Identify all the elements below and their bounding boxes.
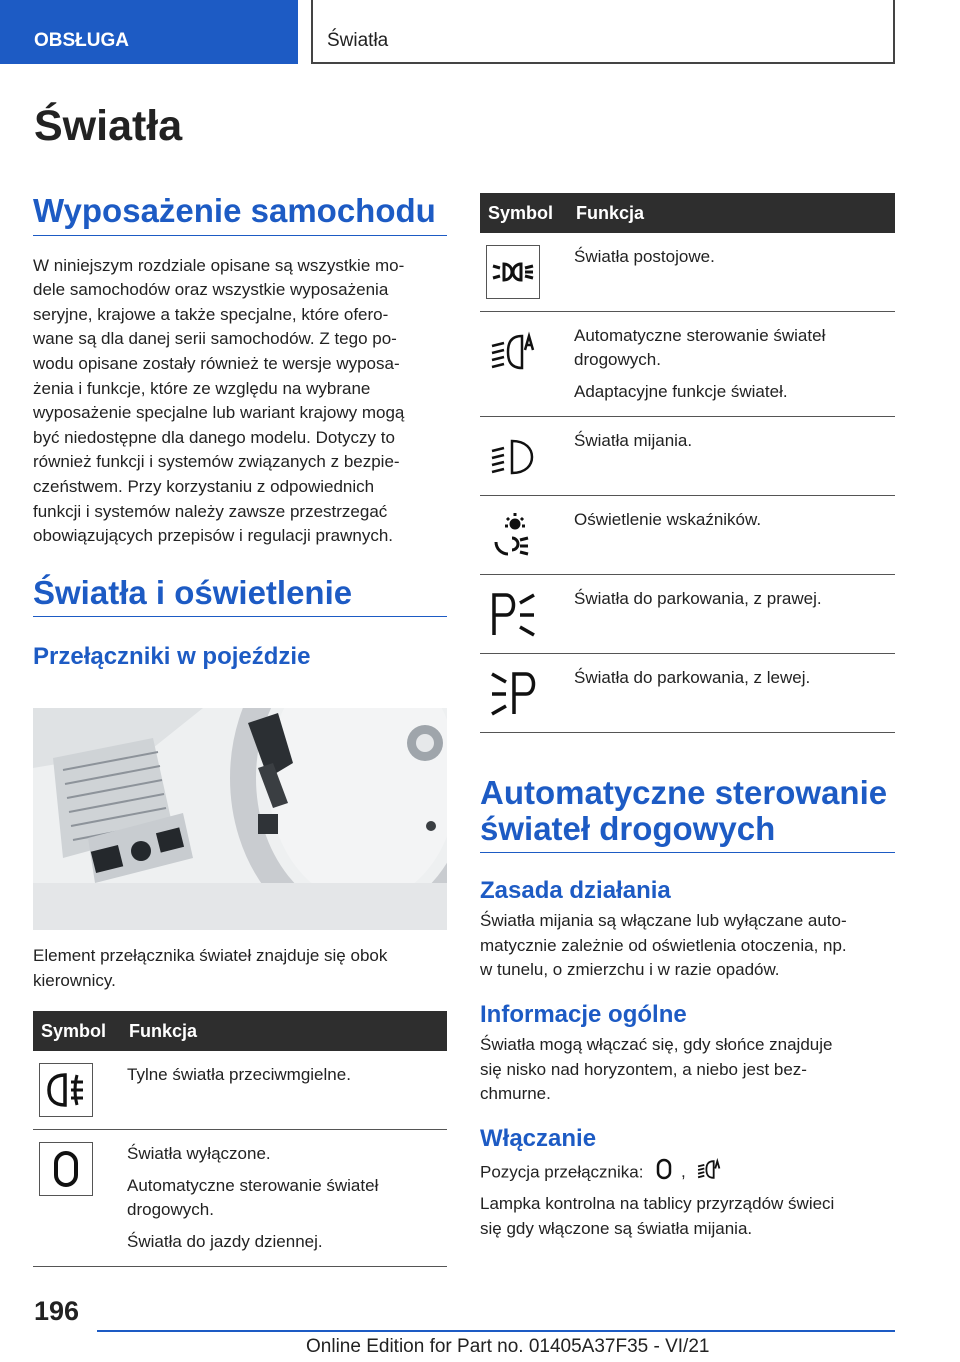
switch-position-line bbox=[480, 1157, 895, 1189]
table-row bbox=[480, 233, 895, 312]
function-text: Światła postojowe. bbox=[574, 247, 715, 266]
low-beam-icon bbox=[486, 429, 540, 483]
chapter-header: Światła bbox=[311, 0, 895, 64]
text-line: Światła mogą włączać się, gdy słońce znajduje bbox=[480, 1035, 833, 1055]
function-text: Tylne światła przeciwmgielne. bbox=[127, 1065, 351, 1084]
function-text: Automatyczne sterowanie świateł drogowych. bbox=[574, 326, 826, 369]
switch-panel-photo bbox=[33, 708, 447, 930]
switch-caption bbox=[33, 944, 447, 993]
section-tab: OBSŁUGA bbox=[0, 0, 298, 64]
function-text: Światła do parkowania, z prawej. bbox=[574, 589, 822, 608]
heading-auto-lights: Automatyczne sterowanie świateł drogowych bbox=[480, 775, 895, 853]
page-title: Światła bbox=[34, 102, 183, 150]
text-line: się nisko nad horyzontem, a niebo jest bez- bbox=[480, 1059, 807, 1079]
function-text: Oświetlenie wskaźników. bbox=[574, 510, 762, 529]
col-function: Funkcja bbox=[121, 1011, 447, 1051]
text-line: funkcji i systemów należy zawsze przestrzegać bbox=[33, 501, 388, 521]
right-symbol-table bbox=[480, 193, 895, 1242]
function-text: Światła wyłączone. bbox=[127, 1144, 271, 1163]
text-line: się gdy włączone są światła mijania. bbox=[480, 1219, 753, 1238]
heading-switches: Przełączniki w pojeździe bbox=[33, 643, 311, 671]
auto-position-icon bbox=[696, 1157, 722, 1189]
table-row bbox=[480, 496, 895, 575]
text-line: Lampka kontrolna na tablicy przyrządów świeci bbox=[480, 1194, 835, 1214]
text-line: dele samochodów oraz wszystkie wyposażenia bbox=[33, 280, 389, 300]
edition-footer: Online Edition for Part no. 01405A37F35 - VI/21 bbox=[306, 1336, 710, 1357]
table-row bbox=[480, 417, 895, 496]
text-line: wane są dla danej serii samochodów. Z tego po- bbox=[33, 329, 397, 349]
rear-fog-light-icon bbox=[39, 1063, 93, 1117]
col-function: Funkcja bbox=[568, 193, 895, 233]
text-line: Element przełącznika świateł znajduje się obok bbox=[33, 946, 388, 965]
text-line: również funkcji i systemów związanych z bezpie- bbox=[33, 452, 400, 472]
table-row bbox=[33, 1130, 447, 1267]
page-number: 196 bbox=[34, 1296, 80, 1326]
heading-general: Informacje ogólne bbox=[480, 1001, 687, 1029]
heading-switching: Włączanie bbox=[480, 1124, 597, 1152]
function-text: Adaptacyjne funkcje świateł. bbox=[574, 382, 788, 401]
lights-off-zero-icon bbox=[39, 1142, 93, 1196]
equipment-text bbox=[33, 254, 447, 549]
function-text: Światła mijania. bbox=[574, 431, 693, 450]
text-line: chmurne. bbox=[480, 1084, 551, 1104]
text-line: być niedostępne dla danego modelu. Dotyczy to bbox=[33, 427, 395, 447]
table-row bbox=[480, 575, 895, 654]
heading-equipment: Wyposażenie samochodu bbox=[33, 193, 447, 236]
function-text: Automatyczne sterowanie świateł drogowych. bbox=[127, 1176, 379, 1219]
text-line: żenia i funkcje, które ze względu na wybrane bbox=[33, 378, 371, 398]
principle-text bbox=[480, 909, 895, 983]
table-row bbox=[33, 1051, 447, 1130]
table-row bbox=[480, 654, 895, 733]
auto-headlight-icon bbox=[486, 324, 540, 378]
text-line: czeństwem. Przy korzystaniu z odpowiednich bbox=[33, 476, 375, 496]
text-line: obowiązujących przepisów i regulacji prawnych. bbox=[33, 526, 394, 546]
heading-principle: Zasada działania bbox=[480, 877, 671, 905]
function-text: Światła do jazdy dziennej. bbox=[127, 1232, 323, 1251]
footer-divider bbox=[97, 1330, 895, 1332]
text-line: Światła mijania są włączane lub wyłączane auto- bbox=[480, 911, 847, 931]
zero-position-icon bbox=[656, 1158, 672, 1188]
parking-light-right-icon bbox=[486, 587, 540, 641]
parking-lights-icon bbox=[486, 245, 540, 299]
position-label: Pozycja przełącznika: bbox=[480, 1162, 644, 1182]
text-line: kierownicy. bbox=[33, 970, 116, 990]
col-symbol: Symbol bbox=[33, 1011, 121, 1051]
left-column bbox=[33, 193, 447, 671]
instrument-lighting-icon bbox=[486, 508, 540, 562]
position-separator: , bbox=[680, 1162, 686, 1182]
text-line: W niniejszym rozdziale opisane są wszystkie mo- bbox=[33, 255, 405, 275]
general-text bbox=[480, 1033, 895, 1107]
text-line: wodu opisane zostały również te wersje wyposa- bbox=[33, 354, 400, 373]
heading-lights: Światła i oświetlenie bbox=[33, 575, 447, 618]
table-row bbox=[480, 312, 895, 417]
text-line: w tunelu, o zmierzchu i w razie opadów. bbox=[480, 960, 780, 980]
parking-light-left-icon bbox=[486, 666, 540, 720]
col-symbol: Symbol bbox=[480, 193, 568, 233]
text-line: matycznie zależnie od oświetlenia otoczenia, np. bbox=[480, 935, 847, 955]
function-text: Światła do parkowania, z lewej. bbox=[574, 668, 811, 687]
text-line: seryjne, krajowe a także specjalne, które ofero- bbox=[33, 304, 389, 324]
text-line: wyposażenie specjalne lub wariant krajowy mogą bbox=[33, 403, 405, 423]
indicator-text bbox=[480, 1192, 895, 1241]
left-symbol-table bbox=[33, 1011, 447, 1267]
